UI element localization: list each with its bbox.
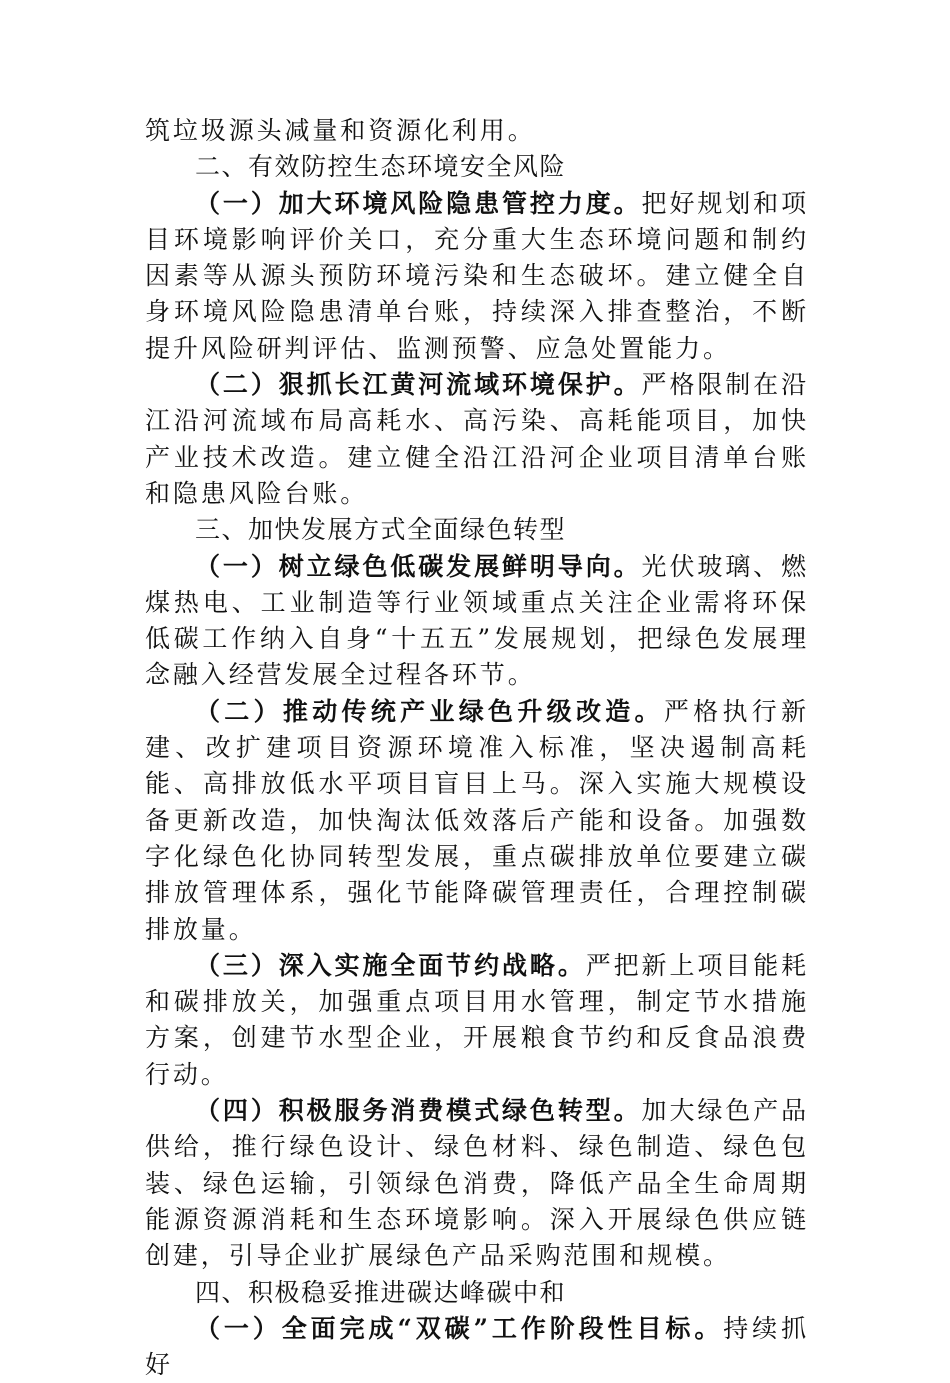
paragraph-body: 严把新上项目能耗和碳排放关，加强重点项目用水管理，制定节水措施方案，创建节水型企业，开展粮食节约和反食品浪费行动。: [145, 950, 809, 1089]
paragraph-2-1: [145, 186, 809, 367]
paragraph-lead: （一）树立绿色低碳发展鲜明导向。: [195, 551, 642, 581]
document-body: [145, 113, 809, 1383]
paragraph-body: 严格执行新建、改扩建项目资源环境准入标准，坚决遏制高耗能、高排放低水平项目盲目上马。深入实施大规模设备更新改造，加快淘汰低效落后产能和设备。加强数字化绿色化协同转型发展，重点碳排放单位要建立碳排放管理体系，强化节能降碳管理责任，合理控制碳排放量。: [145, 696, 809, 944]
paragraph-4-1: [145, 1311, 809, 1383]
paragraph-body: 持续抓好: [145, 1313, 809, 1380]
section-heading-2: 二、有效防控生态环境安全风险: [195, 152, 567, 182]
paragraph-3-3: [145, 948, 809, 1093]
paragraph-lead: （四）积极服务消费模式绿色转型。: [195, 1096, 642, 1126]
paragraph-lead: （一）加大环境风险隐患管控力度。: [195, 188, 642, 218]
paragraph-lead: （一）全面完成“双碳”工作阶段性目标。: [195, 1313, 724, 1343]
paragraph-lead: （二）狠抓长江黄河流域环境保护。: [195, 370, 642, 400]
paragraph-lead: （三）深入实施全面节约战略。: [195, 950, 586, 980]
continuation-paragraph: 筑垃圾源头减量和资源化利用。: [145, 116, 536, 145]
paragraph-3-4: [145, 1093, 809, 1274]
paragraph-lead: （二）推动传统产业绿色升级改造。: [195, 696, 664, 726]
paragraph-3-1: [145, 549, 809, 694]
section-heading-3: 三、加快发展方式全面绿色转型: [195, 515, 567, 545]
paragraph-body: 加大绿色产品供给，推行绿色设计、绿色材料、绿色制造、绿色包装、绿色运输，引领绿色消费，降低产品全生命周期能源资源消耗和生态环境影响。深入开展绿色供应链创建，引导企业扩展绿色产品采购范围和规模。: [145, 1096, 809, 1271]
paragraph-body: 严格限制在沿江沿河流域布局高耗水、高污染、高耗能项目，加快产业技术改造。建立健全沿江沿河企业项目清单台账和隐患风险台账。: [145, 370, 809, 508]
paragraph-2-2: [145, 367, 809, 512]
section-heading-4: 四、积极稳妥推进碳达峰碳中和: [195, 1277, 567, 1307]
paragraph-body: 光伏玻璃、燃煤热电、工业制造等行业领域重点关注企业需将环保低碳工作纳入自身“十五五”发展规划，把绿色发展理念融入经营发展全过程各环节。: [145, 551, 809, 690]
paragraph-body: 把好规划和项目环境影响评价关口，充分重大生态环境问题和制约因素等从源头预防环境污染和生态破坏。建立健全自身环境风险隐患清单台账，持续深入排查整治，不断提升风险研判评估、监测预警、应急处置能力。: [145, 188, 809, 363]
paragraph-3-2: [145, 694, 809, 948]
